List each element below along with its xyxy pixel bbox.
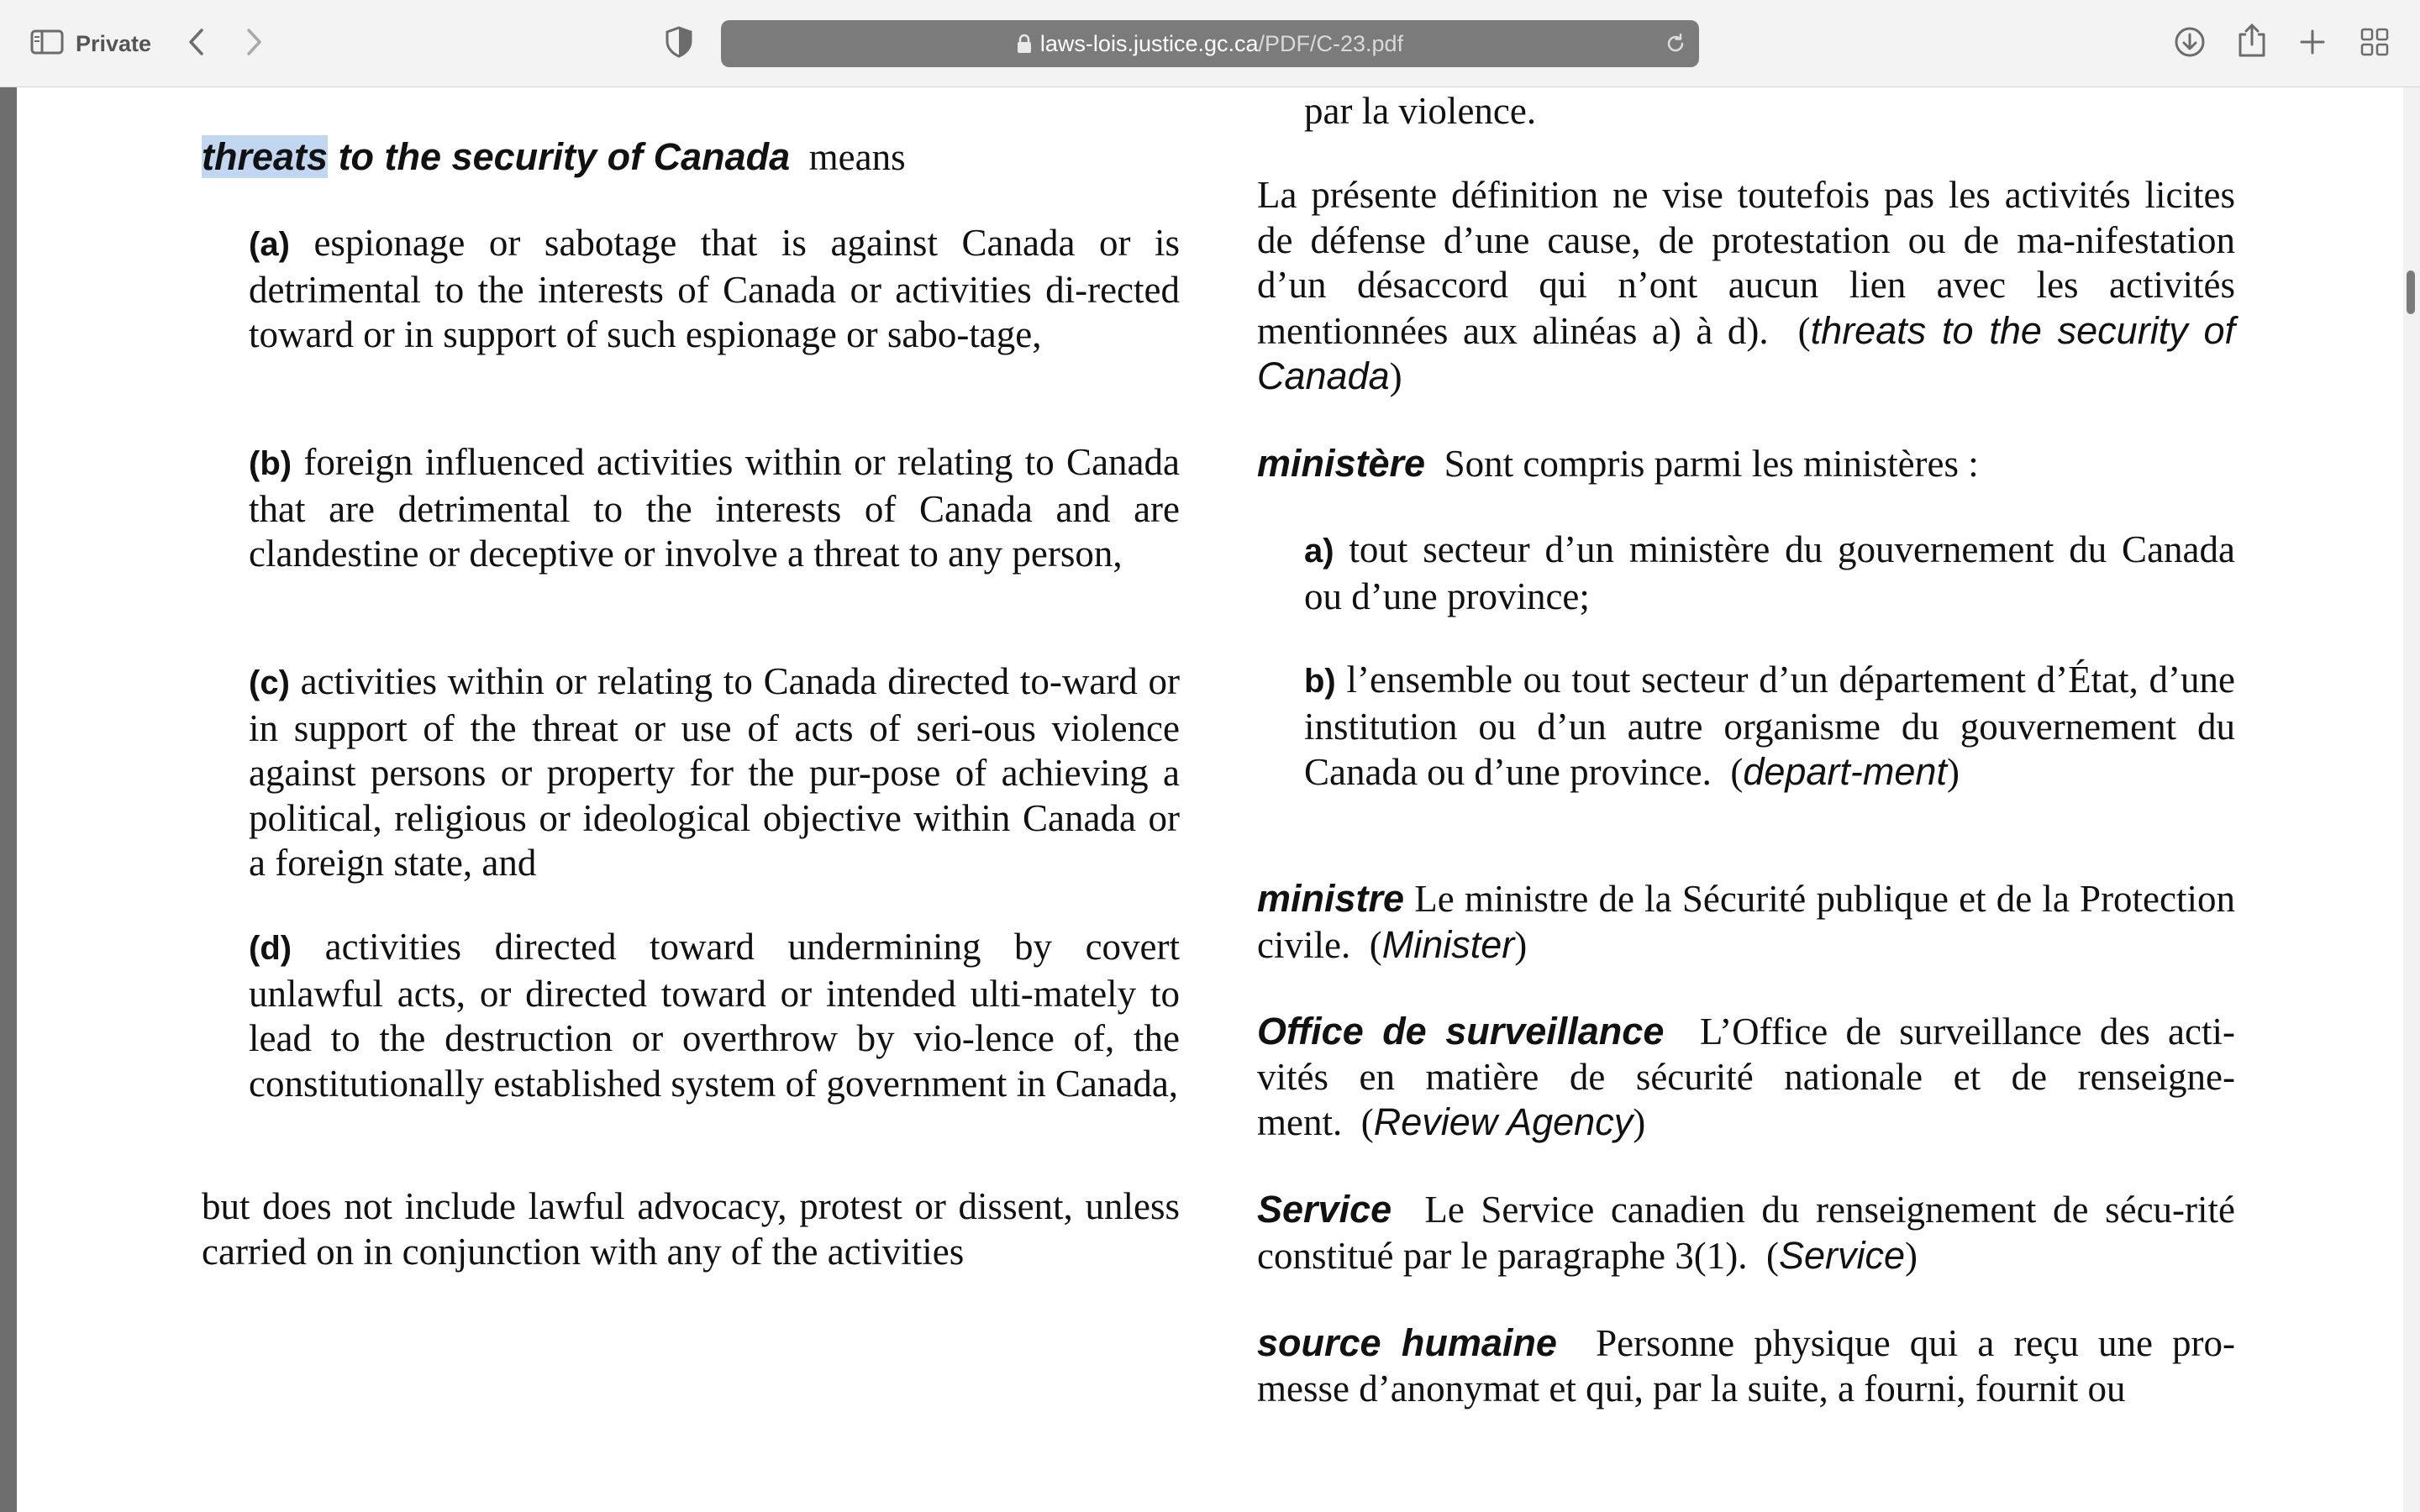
exclusion-text: La présente définition ne vise toutefois pas les activités licites de défense d’une cause, de protestation ou de ma-nifestation d’un désaccord qui n’ont aucun lien avec les activités mentionnées aux alinéas a) à d). (1257, 174, 2235, 352)
paragraph-text: activities directed toward undermining by covert unlawful acts, or directed toward or intended ulti-mately to lead to the destruction or overthrow by vio-lence of, the constitutionally established system of government in Canada, (249, 926, 1181, 1105)
definition-text: Personne physique qui a reçu une pro-messe d’anonymat et qui, par la suite, a fourni, fournit ou (1257, 1322, 2236, 1410)
lock-icon (1017, 34, 1032, 54)
vertical-scrollbar[interactable] (2403, 87, 2420, 1512)
definition-text: Sont compris parmi les ministères : (1444, 443, 1979, 485)
sidebar-toggle-button[interactable] (30, 25, 151, 62)
paragraph-label: b) (1304, 663, 1336, 700)
definition-term: Service (1257, 1188, 1392, 1231)
tab-overview-button[interactable] (2354, 24, 2395, 64)
service-definition: Service Le Service canadien du renseignement de sécu-rité constitué par le paragraphe 3(1). (Service) (1257, 1188, 2235, 1277)
ministere-definition (1257, 441, 2235, 487)
chevron-left-icon (187, 27, 207, 61)
reload-icon[interactable] (1664, 32, 1687, 55)
definition-term: Office de surveillance (1257, 1010, 1665, 1053)
paragraph-a (202, 221, 1180, 358)
download-icon (2174, 26, 2206, 62)
source-humaine-definition (1257, 1320, 2235, 1411)
url-path: /PDF/C-23.pdf (1258, 30, 1404, 56)
paragraph-label: (d) (249, 930, 292, 967)
english-reference: depart-ment (1743, 750, 1947, 793)
forward-button[interactable] (235, 25, 272, 62)
chevron-right-icon (244, 27, 264, 61)
paragraph-text: l’ensemble ou tout secteur d’un département d’État, d’une institution ou d’un autre organisme du gouvernement du Canada ou d’une province. (1304, 659, 2235, 793)
definition-means: means (808, 136, 906, 178)
address-bar[interactable] (721, 20, 1699, 67)
share-icon (2238, 23, 2266, 62)
exclusion-paragraph: La présente définition ne vise toutefois pas les activités licites de défense d’une cause, de protestation ou de ma-nifestation d’un désaccord qui n’ont aucun lien avec les activités mentionnées aux alinéas a) à d). (threats to the security of Canada) (1257, 174, 2235, 397)
paragraph-text: espionage or sabotage that is against Canada or is detrimental to the interests of Canada or activities di-rected toward or in support of such espionage or sabo-tage, (249, 222, 1181, 355)
paragraph-label: (b) (249, 445, 292, 482)
ministre-definition: ministre Le ministre de la Sécurité publique et de la Protection civile. (Minister) (1257, 877, 2236, 966)
definition-closing: but does not include lawful advocacy, protest or dissent, unless carried on in conjunction with any of the activities (202, 1185, 1180, 1273)
alinea-b: b) l’ensemble ou tout secteur d’un département d’État, d’une institution ou d’un autre organisme du gouvernement du Canada ou d’une province. (depart-ment) (1304, 659, 2235, 793)
english-reference: Minister (1381, 922, 1515, 966)
paragraph-text: tout secteur d’un ministère du gouvernement du Canada ou d’une province; (1304, 528, 2235, 617)
alinea-a (1257, 528, 2235, 619)
back-button[interactable] (178, 25, 215, 62)
private-mode-label: Private (76, 30, 152, 56)
paragraph-text: foreign influenced activities within or relating to Canada that are detrimental to the interests of Canada and are clandestine or deceptive or involve a threat to any person, (249, 441, 1180, 575)
english-reference: Review Agency (1373, 1100, 1634, 1143)
sidebar-icon (30, 29, 64, 59)
office-definition: Office de surveillance L’Office de surveillance des acti-vités en matière de sécurité nationale et de renseigne-ment. (Review Agency) (1257, 1010, 2235, 1143)
privacy-shield-icon (665, 26, 693, 62)
browser-toolbar (0, 0, 2420, 87)
definition-term: ministre (1257, 877, 1405, 920)
definition-term: source humaine (1257, 1321, 1557, 1364)
paragraph-d (202, 925, 1180, 1106)
definition-text: Le Service canadien du renseignement de sécu-rité constitué par le paragraphe 3(1). (1257, 1189, 2235, 1277)
paragraph-b (202, 440, 1180, 577)
downloads-button[interactable] (2170, 24, 2210, 64)
tab-overview-icon (2360, 28, 2389, 60)
share-button[interactable] (2232, 22, 2272, 62)
highlighted-term[interactable]: threats (202, 135, 329, 178)
paragraph-label: (c) (249, 664, 290, 701)
plus-icon (2300, 29, 2325, 59)
paragraph-c (202, 659, 1180, 886)
new-tab-button[interactable] (2292, 24, 2333, 64)
paragraph-label: a) (1304, 533, 1334, 570)
paragraph-text: activities within or relating to Canada directed to-ward or in support of the threat or use of acts of seri-ous violence against persons or property for the pur-pose of achieving a political, religious or ideological objective within Canada or a foreign state, and (249, 660, 1180, 884)
pdf-page (17, 87, 2403, 1512)
continued-line: par la violence. (1304, 90, 1537, 132)
viewer-gutter (0, 87, 17, 1512)
privacy-report-button[interactable] (660, 25, 697, 62)
paragraph-label: (a) (249, 226, 290, 263)
scrollbar-thumb[interactable] (2407, 270, 2415, 314)
english-reference: Service (1778, 1233, 1906, 1277)
definition-text: Le ministre de la Sécurité publique et de la Protection civile. (1257, 878, 2236, 966)
definition-heading (202, 134, 1180, 181)
url-host: laws-lois.justice.gc.ca (1039, 30, 1259, 56)
definition-text: L’Office de surveillance des acti-vités en matière de sécurité nationale et de renseigne-ment. (1257, 1011, 2235, 1143)
definition-term: ministère (1257, 442, 1426, 485)
english-reference: threats to the security of Canada (1257, 308, 2235, 397)
definition-term: to the security of Canada (328, 135, 791, 178)
